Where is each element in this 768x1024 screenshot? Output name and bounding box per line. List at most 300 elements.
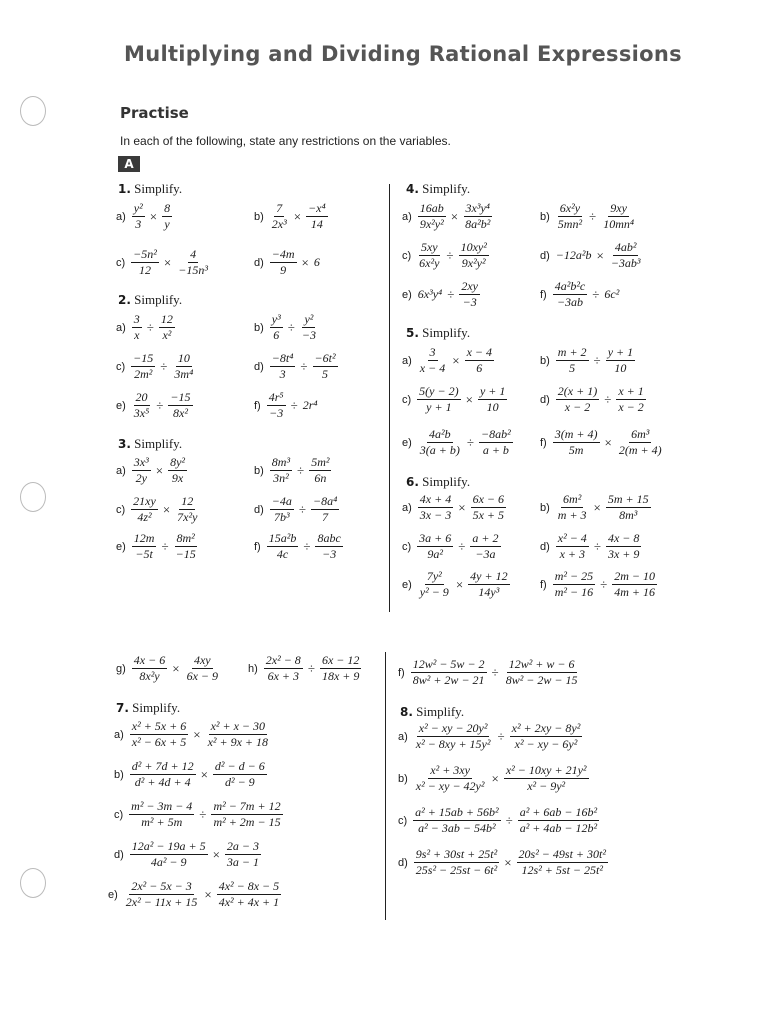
denominator: 3x⁵ xyxy=(133,406,150,420)
denominator: 10mn⁴ xyxy=(603,217,635,231)
problem-4c xyxy=(402,241,491,270)
fraction xyxy=(609,241,643,270)
numerator: 5m + 15 xyxy=(607,492,649,506)
denominator: d² + 4d + 4 xyxy=(134,775,191,789)
denominator: a + b xyxy=(482,443,509,457)
fraction xyxy=(517,848,608,877)
fraction xyxy=(471,493,506,522)
problem-8a xyxy=(398,722,584,751)
problem-label: f) xyxy=(540,436,547,449)
operator: × xyxy=(155,462,164,478)
denominator: 8x²y xyxy=(139,669,160,683)
numerator: 7 xyxy=(276,201,283,215)
denominator: 3m⁴ xyxy=(174,367,194,381)
numerator: −4a xyxy=(271,494,292,508)
denominator: 9x²y² xyxy=(461,256,486,270)
numerator: −15 xyxy=(170,390,191,404)
operator: ÷ xyxy=(307,660,315,676)
fraction xyxy=(217,880,281,909)
problem-2c xyxy=(116,352,197,381)
fraction xyxy=(211,800,282,829)
fraction xyxy=(168,456,187,485)
question-6-heading: 6. Simplify. xyxy=(406,474,471,489)
numerator: 12 xyxy=(181,494,194,508)
operator: ÷ xyxy=(146,319,154,335)
denominator: −5t xyxy=(135,547,153,561)
numerator: 20 xyxy=(135,390,148,404)
denominator: −15 xyxy=(175,547,196,561)
problem-label: d) xyxy=(398,856,408,869)
denominator: 3 xyxy=(135,217,142,231)
numerator: x − 4 xyxy=(466,345,492,359)
operator: ÷ xyxy=(303,538,311,554)
problem-4d xyxy=(540,241,645,270)
problem-label: f) xyxy=(540,578,547,591)
operator: ÷ xyxy=(298,501,307,517)
numerator: 3(m + 4) xyxy=(554,427,598,441)
denominator: d² − 9 xyxy=(224,775,255,789)
denominator: 8a²b² xyxy=(465,217,491,231)
fraction xyxy=(130,840,208,869)
binder-hole xyxy=(20,482,46,512)
denominator: x² + 9x + 18 xyxy=(207,735,269,749)
denominator: 5 xyxy=(322,367,329,381)
denominator: −3ab xyxy=(556,295,584,309)
problem-label: d) xyxy=(114,848,124,861)
fraction xyxy=(162,202,172,231)
binder-hole xyxy=(20,868,46,898)
fraction xyxy=(270,352,296,381)
fraction xyxy=(306,202,328,231)
fraction xyxy=(504,764,589,793)
numerator: 4xy xyxy=(193,653,211,667)
fraction xyxy=(132,313,142,342)
numerator: x² − 4 xyxy=(557,531,587,545)
numerator: d² − d − 6 xyxy=(214,759,265,773)
fraction xyxy=(414,764,487,793)
denominator: 6n xyxy=(314,471,327,485)
problem-label: c) xyxy=(402,249,412,262)
numerator: −8a⁴ xyxy=(313,494,338,508)
numerator: 2x² − 8 xyxy=(265,653,301,667)
problem-label: f) xyxy=(540,288,547,301)
question-5-heading: 5. Simplify. xyxy=(406,325,471,340)
column-divider xyxy=(389,184,390,612)
numerator: 12a² − 19a + 5 xyxy=(131,839,206,853)
denominator: y² − 9 xyxy=(419,585,449,599)
denominator: 4c xyxy=(276,547,289,561)
denominator: 6x²y xyxy=(419,256,440,270)
problem-5b xyxy=(540,346,637,375)
denominator: −3ab³ xyxy=(610,256,641,270)
problem-3c xyxy=(116,495,201,524)
fraction xyxy=(270,313,283,342)
denominator: 8w² − 2w − 15 xyxy=(505,673,578,687)
numerator: 8m² xyxy=(176,531,195,545)
denominator: m² − 16 xyxy=(554,585,594,599)
numerator: x² + 2xy − 8y² xyxy=(511,721,581,735)
instructions: In each of the following, state any restrictions on the variables. xyxy=(120,134,451,148)
operator: ÷ xyxy=(290,397,298,413)
operator: × xyxy=(504,854,512,870)
denominator: 10 xyxy=(614,361,627,375)
problem-2e xyxy=(116,391,195,420)
problem-3a xyxy=(116,456,189,485)
problem-label: c) xyxy=(402,393,412,406)
term: 6 xyxy=(313,255,320,269)
numerator: x² + x − 30 xyxy=(210,719,266,733)
problem-7e xyxy=(108,880,283,909)
problem-label: f) xyxy=(254,399,261,412)
problem-1a xyxy=(116,202,174,231)
problem-3e xyxy=(116,532,200,561)
numerator: 4ab² xyxy=(614,240,637,254)
fraction xyxy=(417,385,460,414)
problem-label: b) xyxy=(540,501,550,514)
problem-label: a) xyxy=(116,464,126,477)
problem-4f xyxy=(540,280,621,309)
question-1-heading: 1. Simplify. xyxy=(118,181,183,196)
denominator: 3x − 3 xyxy=(419,508,452,522)
fraction xyxy=(417,241,441,270)
fraction xyxy=(309,456,331,485)
numerator: 3x³y⁴ xyxy=(465,201,490,215)
fraction xyxy=(129,800,194,829)
problem-5d xyxy=(540,385,648,414)
numerator: 20s² − 49st + 30t² xyxy=(518,847,606,861)
problem-label: d) xyxy=(254,256,264,269)
problem-4e xyxy=(402,280,482,309)
denominator: 14y³ xyxy=(478,585,500,599)
operator: ÷ xyxy=(446,247,454,263)
operator: ÷ xyxy=(589,208,597,224)
denominator: x xyxy=(134,328,140,342)
fraction xyxy=(206,720,270,749)
question-4-heading: 4. Simplify. xyxy=(406,181,471,196)
denominator: 25s² − 25st − 6t² xyxy=(415,863,498,877)
fraction xyxy=(132,654,167,683)
fraction xyxy=(504,658,580,687)
denominator: x² − xy − 42y² xyxy=(415,779,485,793)
problem-5e xyxy=(402,428,515,457)
denominator: 5 xyxy=(569,361,576,375)
question-8-heading: 8. Simplify. xyxy=(400,704,465,719)
numerator: a² + 6ab − 16b² xyxy=(519,805,598,819)
numerator: −8t⁴ xyxy=(271,351,294,365)
fraction xyxy=(175,495,199,524)
denominator: x + 3 xyxy=(559,547,586,561)
numerator: y³ xyxy=(271,312,281,326)
denominator: 7 xyxy=(322,510,329,524)
operator: ÷ xyxy=(300,358,308,374)
fraction xyxy=(270,202,289,231)
operator: ÷ xyxy=(600,576,608,592)
denominator: 2x³ xyxy=(271,217,287,231)
numerator: x² + 3xy xyxy=(430,763,470,777)
problem-5a xyxy=(402,346,496,375)
denominator: 9x²y² xyxy=(419,217,444,231)
problem-5f xyxy=(540,428,666,457)
denominator: x² − 9y² xyxy=(527,779,566,793)
problem-label: h) xyxy=(248,662,258,675)
numerator: 5(y − 2) xyxy=(419,384,459,398)
numerator: 8abc xyxy=(317,531,341,545)
problem-label: f) xyxy=(254,540,261,553)
fraction xyxy=(264,654,303,683)
problem-label: b) xyxy=(114,768,124,781)
numerator: m² − 3m − 4 xyxy=(131,799,193,813)
problem-5c xyxy=(402,385,509,414)
term: 6x³y⁴ xyxy=(417,287,443,301)
fraction xyxy=(556,532,589,561)
fraction xyxy=(132,391,152,420)
numerator: 4r⁵ xyxy=(268,390,284,404)
operator: × xyxy=(149,208,158,224)
fraction xyxy=(315,532,342,561)
problem-label: b) xyxy=(540,354,550,367)
numerator: x² − 10xy + 21y² xyxy=(505,763,587,777)
problem-2a xyxy=(116,313,177,342)
problem-label: e) xyxy=(402,578,412,591)
problem-4a xyxy=(402,202,494,231)
fraction xyxy=(606,346,635,375)
problem-label: e) xyxy=(108,888,118,901)
denominator: −3a xyxy=(475,547,496,561)
fraction xyxy=(131,495,158,524)
denominator: a² + 4ab − 12b² xyxy=(519,821,598,835)
problem-label: d) xyxy=(254,503,264,516)
numerator: 12w² − 5w − 2 xyxy=(412,657,485,671)
fraction xyxy=(132,202,145,231)
numerator: y² xyxy=(304,312,314,326)
problem-label: a) xyxy=(116,210,126,223)
fraction xyxy=(130,720,188,749)
operator: × xyxy=(193,726,201,742)
numerator: a² + 15ab + 56b² xyxy=(415,805,499,819)
problem-3b xyxy=(254,456,333,485)
fraction xyxy=(465,346,494,375)
numerator: y + 1 xyxy=(607,345,634,359)
denominator: 12 xyxy=(139,263,152,277)
denominator: 3n² xyxy=(273,471,289,485)
operator: × xyxy=(596,247,604,263)
denominator: −3 xyxy=(462,295,477,309)
denominator: 4x² + 4x + 1 xyxy=(218,895,280,909)
numerator: 15a²b xyxy=(268,531,297,545)
numerator: y + 1 xyxy=(479,384,506,398)
denominator: 3a − 1 xyxy=(226,855,260,869)
fraction xyxy=(270,495,294,524)
problem-6h xyxy=(248,654,363,683)
operator: ÷ xyxy=(592,286,600,302)
operator: ÷ xyxy=(497,728,505,744)
denominator: 4z² xyxy=(137,510,152,524)
numerator: 2x² − 5x − 3 xyxy=(131,879,192,893)
operator: ÷ xyxy=(505,812,513,828)
fraction xyxy=(130,760,196,789)
problem-label: a) xyxy=(402,354,412,367)
numerator: 6x²y xyxy=(559,201,581,215)
fraction xyxy=(132,532,157,561)
numerator: 9s² + 30st + 25t² xyxy=(415,847,498,861)
fraction xyxy=(518,806,599,835)
numerator: 12w² + w − 6 xyxy=(508,657,575,671)
problem-1c xyxy=(116,248,212,277)
numerator: m² − 7m + 12 xyxy=(213,799,281,813)
numerator: 4a²b xyxy=(429,427,451,441)
denominator: 3x + 9 xyxy=(607,547,640,561)
problem-label: a) xyxy=(402,501,412,514)
numerator: 3 xyxy=(429,345,436,359)
numerator: 8 xyxy=(164,201,171,215)
fraction xyxy=(418,202,446,231)
fraction xyxy=(176,248,210,277)
denominator: −3 xyxy=(301,328,316,342)
operator: × xyxy=(458,499,466,515)
fraction xyxy=(418,493,453,522)
numerator: 4x² − 8x − 5 xyxy=(218,879,280,893)
problem-7a xyxy=(114,720,272,749)
problem-label: e) xyxy=(402,288,412,301)
fraction xyxy=(470,532,500,561)
fraction xyxy=(459,241,489,270)
numerator: 3 xyxy=(133,312,140,326)
denominator: 3 xyxy=(279,367,286,381)
numerator: 4y + 12 xyxy=(470,569,508,583)
operator: ÷ xyxy=(593,538,601,554)
numerator: 6m³ xyxy=(631,427,650,441)
column-divider xyxy=(385,652,386,920)
problem-label: c) xyxy=(116,360,126,373)
numerator: 4x + 4 xyxy=(419,492,452,506)
problem-2d xyxy=(254,352,340,381)
denominator: x − 2 xyxy=(564,400,591,414)
problem-6g xyxy=(116,654,222,683)
problem-6c xyxy=(402,532,503,561)
fraction xyxy=(185,654,220,683)
operator: × xyxy=(163,254,172,270)
numerator: 16ab xyxy=(419,201,444,215)
problem-3f xyxy=(254,532,345,561)
fraction xyxy=(213,760,267,789)
question-3-heading: 3. Simplify. xyxy=(118,436,183,451)
operator: ÷ xyxy=(458,538,466,554)
term: 6c² xyxy=(604,287,620,301)
fraction xyxy=(617,428,664,457)
problem-label: e) xyxy=(116,540,126,553)
fraction xyxy=(612,570,657,599)
numerator: x + 1 xyxy=(618,384,644,398)
denominator: 12s² + 5st − 25t² xyxy=(521,863,603,877)
denominator: 5x + 5 xyxy=(472,508,504,522)
operator: × xyxy=(162,501,171,517)
numerator: 2(x + 1) xyxy=(557,384,598,398)
problem-6b xyxy=(540,493,653,522)
denominator: x − 2 xyxy=(618,400,644,414)
numerator: 10xy² xyxy=(460,240,487,254)
problem-label: d) xyxy=(254,360,264,373)
operator: × xyxy=(455,576,464,592)
operator: ÷ xyxy=(160,358,168,374)
problem-label: e) xyxy=(402,436,412,449)
denominator: m + 3 xyxy=(557,508,587,522)
fraction xyxy=(418,428,462,457)
operator: × xyxy=(204,886,212,902)
numerator: a + 2 xyxy=(472,531,499,545)
section-heading: Practise xyxy=(120,104,189,122)
operator: ÷ xyxy=(447,286,455,302)
fraction xyxy=(478,385,507,414)
problem-6f xyxy=(540,570,659,599)
fraction xyxy=(159,313,175,342)
problem-8d xyxy=(398,848,610,877)
operator: × xyxy=(450,208,459,224)
denominator: 2y xyxy=(135,471,147,485)
problem-label: c) xyxy=(116,256,126,269)
fraction xyxy=(606,532,641,561)
problem-6a xyxy=(402,493,508,522)
problem-label: e) xyxy=(116,399,126,412)
denominator: x − 4 xyxy=(419,361,446,375)
numerator: 2xy xyxy=(461,279,478,293)
denominator: 5mn² xyxy=(557,217,583,231)
operator: × xyxy=(491,770,499,786)
operator: ÷ xyxy=(287,319,295,335)
fraction xyxy=(556,493,589,522)
numerator: −15 xyxy=(133,351,154,365)
problem-label: c) xyxy=(398,814,408,827)
denominator: 2m² xyxy=(134,367,153,381)
numerator: m + 2 xyxy=(557,345,587,359)
fraction xyxy=(300,313,318,342)
numerator: −5n² xyxy=(133,247,157,261)
fraction xyxy=(553,428,600,457)
problem-label: c) xyxy=(114,808,124,821)
denominator: 6 xyxy=(476,361,483,375)
denominator: 7x²y xyxy=(177,510,198,524)
problem-label: a) xyxy=(114,728,124,741)
denominator: 7b³ xyxy=(274,510,290,524)
numerator: 8y² xyxy=(170,455,185,469)
problem-6d xyxy=(540,532,643,561)
problem-label: b) xyxy=(254,464,264,477)
operator: × xyxy=(465,391,473,407)
problem-8b xyxy=(398,764,591,793)
numerator: 7y² xyxy=(426,569,442,583)
numerator: 5xy xyxy=(420,240,438,254)
problem-label: b) xyxy=(398,772,408,785)
problem-label: g) xyxy=(116,662,126,675)
problem-label: b) xyxy=(540,210,550,223)
fraction xyxy=(418,570,451,599)
fraction xyxy=(417,532,453,561)
denominator: x² − 6x + 5 xyxy=(131,735,187,749)
fraction xyxy=(267,532,299,561)
problem-1d xyxy=(254,248,322,277)
operator: ÷ xyxy=(161,538,169,554)
denominator: 10 xyxy=(486,400,499,414)
denominator: 2(m + 4) xyxy=(618,443,662,457)
fraction xyxy=(270,248,297,277)
denominator: 8m³ xyxy=(619,508,638,522)
problem-label: d) xyxy=(540,540,550,553)
operator: ÷ xyxy=(156,397,164,413)
fraction xyxy=(132,456,151,485)
fraction xyxy=(168,391,192,420)
problem-7d xyxy=(114,840,263,869)
operator: ÷ xyxy=(466,434,475,450)
numerator: m² − 25 xyxy=(554,569,594,583)
